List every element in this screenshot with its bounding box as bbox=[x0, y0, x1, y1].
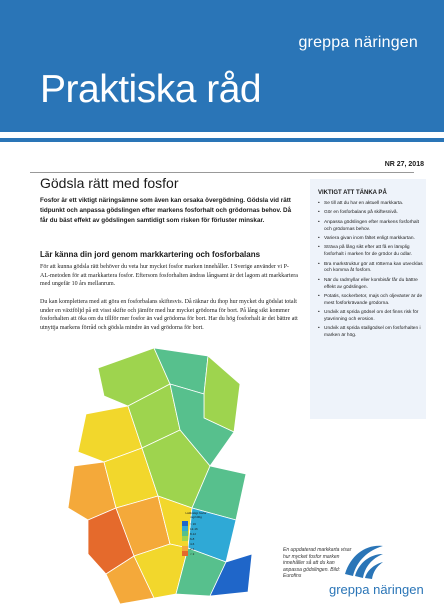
legend-label: 6-8 bbox=[190, 536, 195, 541]
sidebar-list-item: • Bra markstruktur gör att rötterna kan utvecklas och komma åt fosforn. bbox=[318, 262, 423, 276]
legend-label: 4-6 bbox=[190, 541, 195, 546]
header-divider bbox=[0, 132, 444, 138]
sidebar-list-item: • Se till att du har en aktuell markkarta. bbox=[318, 201, 423, 208]
footer-brand-name: greppa näringen bbox=[329, 582, 424, 597]
legend-row bbox=[182, 551, 194, 556]
sidebar-list-item: • Sträva på lång sikt efter att få en lämplig fosforhalt i marken för de grödor du odlar. bbox=[318, 245, 423, 259]
sidebar-list-item: • När du radmyllar eller kombisår får du bättre effekt av gödslingen. bbox=[318, 278, 423, 292]
article-paragraph-1: För att kunna gödsla rätt behöver du veta hur mycket fosfor marken innehåller. I Sverige använder vi P-AL-metoden för att markkartera fosfor. Eftersom fosforhalten ändras långsamt är det lagom att markkartera med ungefär 10 års mellanrum. bbox=[40, 264, 298, 288]
soil-phosphorus-map bbox=[58, 348, 256, 604]
issue-number: NR 27, 2018 bbox=[384, 161, 424, 168]
sidebar-title: VIKTIGT ATT TÄNKA PÅ bbox=[318, 190, 387, 196]
legend-label: < 2 bbox=[190, 551, 195, 556]
sidebar-list-item: • Gör en fosforbalans på skiftesnivå. bbox=[318, 210, 423, 217]
article-subheading: Lär känna din jord genom markkartering och fosforbalans bbox=[40, 250, 261, 259]
sidebar-list-item: • Variera givan inom fältet enligt markkartan. bbox=[318, 236, 423, 243]
page-title: Praktiska råd bbox=[40, 68, 262, 111]
legend-bar bbox=[182, 521, 210, 556]
greppa-naringen-logo-icon bbox=[341, 536, 385, 580]
legend-swatch bbox=[182, 551, 188, 556]
legend-label: 12-16 bbox=[190, 526, 198, 531]
sidebar-list-item: • Undvik att sprida gödsel om det finns risk för ytavrinning och erosion. bbox=[318, 310, 423, 324]
map-legend bbox=[182, 512, 210, 556]
legend-label: > 16 bbox=[190, 521, 196, 526]
map-caption: En uppdaterad markkarta visar hur mycket fosfor marken innehåller så att du kan anpassa gödslingen. Bild: Eurofins bbox=[283, 547, 352, 579]
sidebar-list-item: • Potatis, sockerbetor, majs och oljeväxter är de mest fosforkrävande grödorna. bbox=[318, 294, 423, 308]
header-banner bbox=[0, 0, 444, 142]
legend-label: 8-12 bbox=[190, 531, 197, 536]
legend-title: Lättlösligt fosfor mg/100g bbox=[185, 511, 207, 519]
article-ingress: Fosfor är ett viktigt näringsämne som även kan orsaka övergödning. Gödsla vid rätt tidpunkt och anpassa gödslingen efter markens fosforhalt och grödornas behov. Då får du bäst effekt av gödslingen samtidigt som risken för förluster minskar. bbox=[40, 197, 292, 224]
sidebar-list bbox=[318, 201, 423, 342]
brand-name: greppa näringen bbox=[298, 34, 418, 51]
sidebar-list-item: • Anpassa gödslingen efter markens fosforhalt och grödornas behov. bbox=[318, 220, 423, 234]
top-rule bbox=[30, 172, 414, 173]
sidebar-list-item: • Undvik att sprida stallgödsel om fosforhalten i marken är hög. bbox=[318, 326, 423, 340]
article-heading: Gödsla rätt med fosfor bbox=[40, 175, 179, 191]
article-paragraph-2: Du kan komplettera med att göra en fosforbalans skiftesvis. Då räknar du ihop hur mycket du gödslat totalt under en växtföljd på ett visst skifte och jämför med hur mycket grödorna för bort. På lång sikt kommer fosforhalten att öka om du tillför mer fosfor än vad grödorna för bort. Har du hög fosforhalt är det bättre att utnyttja markens förråd och gödsla mindre än vad grödorna för bort. bbox=[40, 299, 298, 332]
legend-label: 2-4 bbox=[190, 546, 195, 551]
